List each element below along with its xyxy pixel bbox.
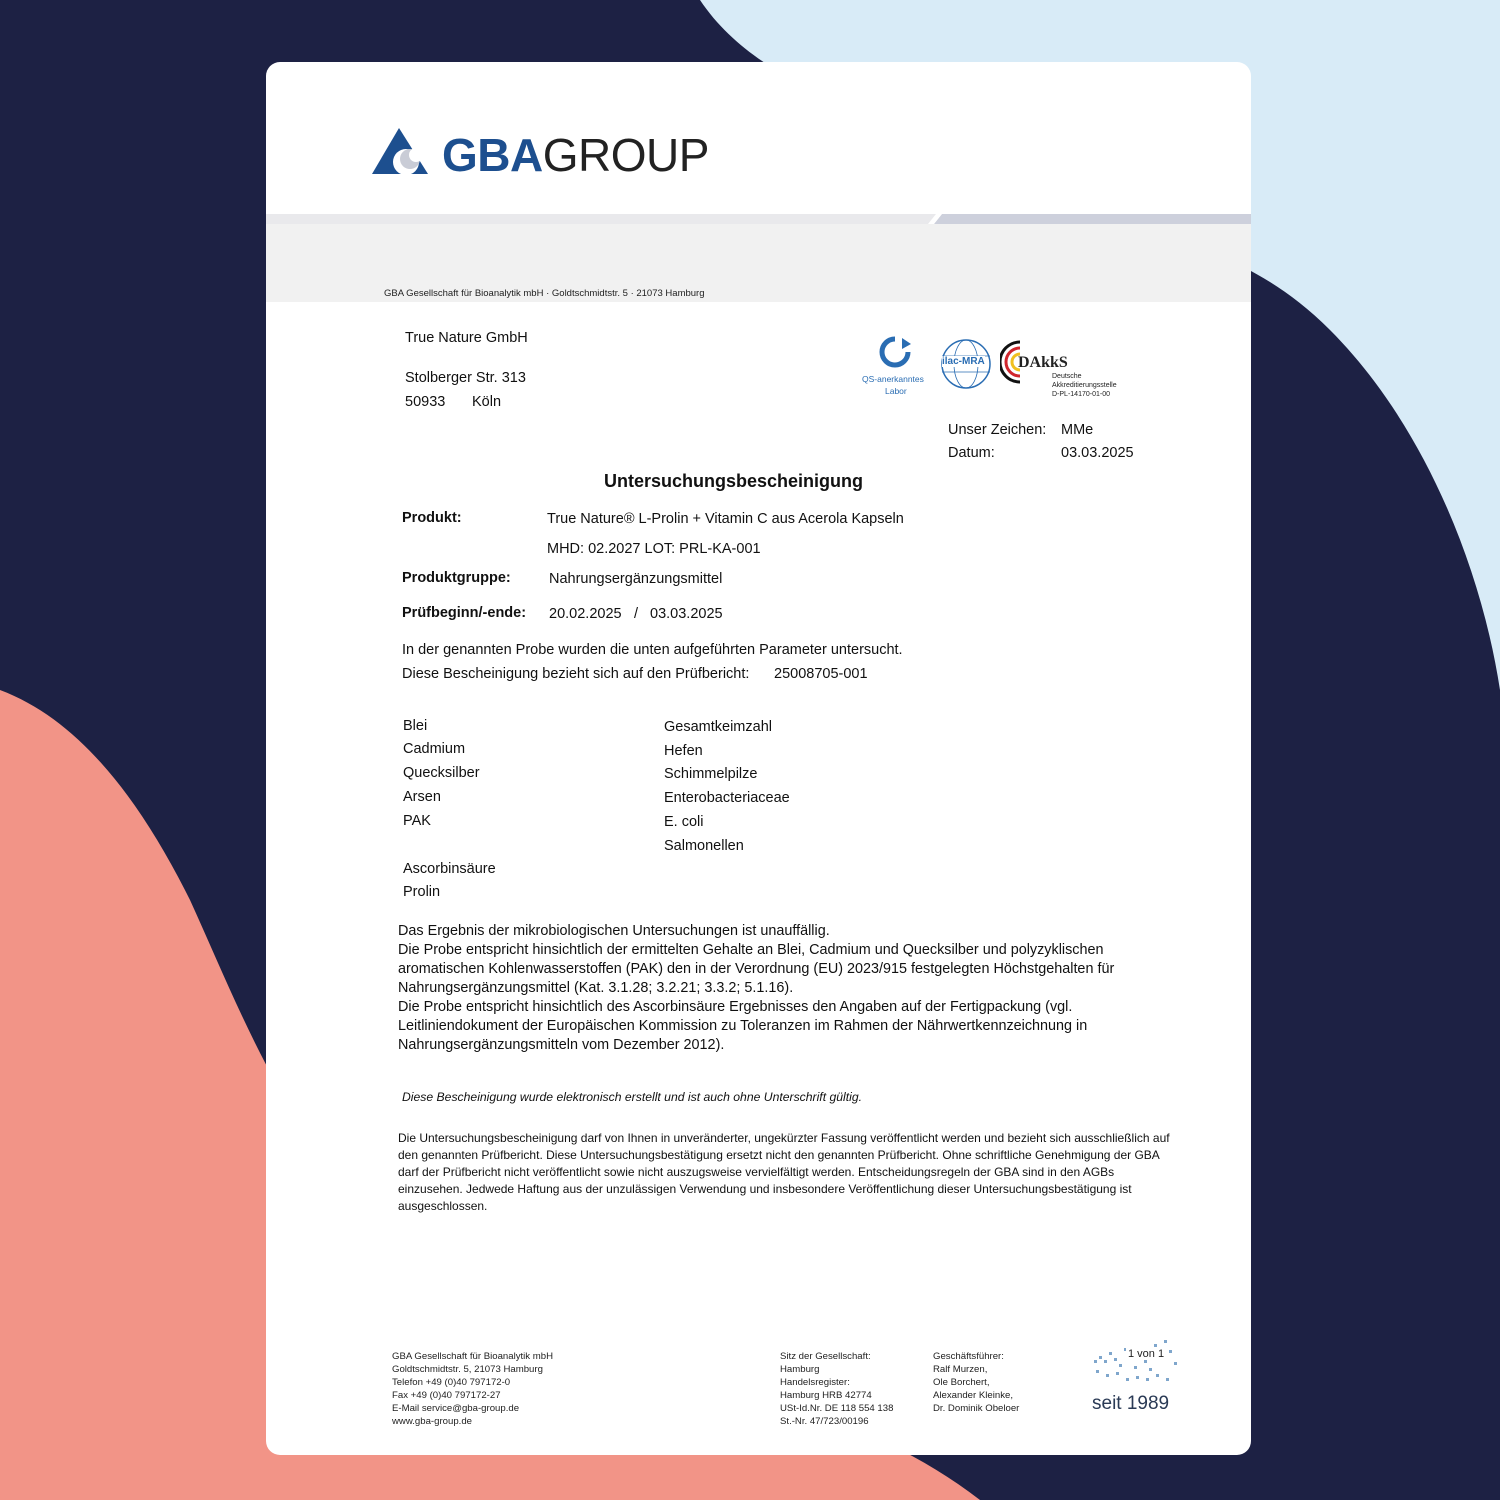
recipient-street: Stolberger Str. 313 (405, 370, 526, 386)
intro-line: In der genannten Probe wurden die unten aufgeführten Parameter untersucht. (402, 642, 903, 658)
result-paragraph: Das Ergebnis der mikrobiologischen Untersuchungen ist unauffällig. (398, 923, 830, 939)
parameter-item: E. coli (664, 814, 704, 830)
qs-label-2: Labor (885, 386, 907, 396)
page-title: Untersuchungsbescheinigung (604, 471, 864, 491)
recipient-zip: 50933 (405, 394, 446, 410)
footer-line: Dr. Dominik Obeloer (933, 1403, 1020, 1414)
result-paragraph: Die Probe entspricht hinsichtlich des Ascorbinsäure Ergebnisses den Angaben auf der Fertigpackung (vgl. Leitliniendokument der Europäischen Kommission zu Toleranzen im Rahmen der Nährwertkennzeichnung in Nahrungsergänzungsmitteln vom Dezember 2012). (398, 999, 1088, 1053)
product-batch: MHD: 02.2027 LOT: PRL-KA-001 (547, 541, 761, 557)
dakks-line2: Akkreditierungsstelle (1052, 382, 1117, 389)
logo-bold: GBA (442, 129, 543, 181)
gba-logo-icon (372, 124, 434, 176)
parameter-item: Salmonellen (664, 838, 744, 854)
parameter-item: Enterobacteriaceae (664, 790, 790, 806)
dakks-name: DAkkS (1018, 354, 1068, 371)
parameter-item: Arsen (403, 789, 441, 805)
results-text (398, 922, 1188, 1055)
qs-label-1: QS-anerkanntes (862, 374, 924, 384)
footer-line: St.-Nr. 47/723/00196 (780, 1416, 869, 1427)
product-name: True Nature® L-Prolin + Vitamin C aus Acerola Kapseln (547, 511, 904, 527)
footer-line: Hamburg HRB 42774 (780, 1390, 872, 1401)
footer-line: GBA Gesellschaft für Bioanalytik mbH (392, 1351, 554, 1362)
footer-line: E-Mail service@gba-group.de (392, 1403, 520, 1414)
qs-recycle-icon (878, 336, 912, 368)
footer-line: Handelsregister: (780, 1377, 850, 1388)
since-year: seit 1989 (1092, 1393, 1170, 1414)
logo-light: GROUP (542, 129, 709, 181)
dakks-id: D-PL-14170-01-00 (1052, 391, 1110, 398)
test-start: 20.02.2025 (549, 606, 622, 622)
reference-value: MMe (1061, 422, 1094, 438)
footer-company (392, 1350, 553, 1428)
reference-label: Unser Zeichen: (948, 422, 1047, 438)
electronic-note: Diese Bescheinigung wurde elektronisch erstellt und ist auch ohne Unterschrift gültig. (402, 1090, 862, 1104)
parameter-item: PAK (403, 813, 431, 829)
footer-line: Goldtschmidtstr. 5, 21073 Hamburg (392, 1364, 543, 1375)
date-value: 03.03.2025 (1061, 445, 1134, 461)
footer-line: Fax +49 (0)40 797172-27 (392, 1390, 501, 1401)
footer-line: www.gba-group.de (392, 1416, 472, 1427)
parameter-item: Schimmelpilze (664, 766, 758, 782)
result-paragraph: Die Probe entspricht hinsichtlich der ermittelten Gehalte an Blei, Cadmium und Quecksilber und polyzyklischen aromatischen Kohlenwasserstoffen (PAK) den in der Verordnung (EU) 2023/915 festgelegten Höchstgehalten für Nahrungsergänzungsmittel (Kat. 3.1.28; 3.2.21; 3.3.2; 5.1.16). (398, 942, 1115, 996)
recipient-company: True Nature GmbH (405, 330, 528, 346)
test-separator: / (634, 606, 639, 622)
footer-line: Ralf Murzen, (933, 1364, 988, 1375)
parameter-item: Cadmium (403, 741, 466, 757)
footer-line: Sitz der Gesellschaft: (780, 1351, 871, 1362)
report-number: 25008705-001 (774, 666, 868, 682)
page-number: 1 von 1 (1128, 1348, 1165, 1360)
parameter-item: Blei (403, 718, 428, 734)
footer-seat (780, 1350, 893, 1428)
parameter-item: Ascorbinsäure (403, 861, 496, 877)
test-end: 03.03.2025 (650, 606, 723, 622)
parameter-item: Gesamtkeimzahl (664, 719, 772, 735)
disclaimer: Die Untersuchungsbescheinigung darf von Ihnen in unveränderter, ungekürzter Fassung veröffentlicht werden und bezieht sich ausschließlich auf den genannten Prüfbericht. Diese Untersuchungsbestätigung ersetzt nicht den genannten Prüfbericht. Ohne schriftliche Genehmigung der GBA darf der Prüfbericht nicht veröffentlicht sowie nicht auszugsweise vervielfältigt werden. Entscheidungsregeln der GBA sind in den AGBs einzusehen. Jedwede Haftung aus der unzulässigen Verwendung und insbesondere Veröffentlichung dieser Untersuchungsbestätigung ist ausgeschlossen. (398, 1131, 1170, 1213)
footer-line: Ole Borchert, (933, 1377, 990, 1388)
parameter-item: Prolin (403, 884, 441, 900)
date-label: Datum: (948, 445, 995, 461)
product-group-value: Nahrungsergänzungsmittel (549, 571, 723, 587)
parameter-item: Quecksilber (403, 765, 480, 781)
footer-line: Geschäftsführer: (933, 1351, 1004, 1362)
test-period-label: Prüfbeginn/-ende: (402, 605, 527, 621)
header-accent-stripe (266, 214, 1251, 226)
sender-line: GBA Gesellschaft für Bioanalytik mbH · Goldtschmidtstr. 5 · 21073 Hamburg (384, 288, 705, 299)
footer-management (933, 1350, 1019, 1415)
ilac-label: ilac-MRA (942, 356, 985, 367)
footer-line: Hamburg (780, 1364, 820, 1375)
certificate-page (266, 62, 1251, 1455)
product-group-label: Produktgruppe: (402, 570, 511, 586)
footer-line: Alexander Kleinke, (933, 1390, 1013, 1401)
recipient-city: Köln (472, 394, 502, 410)
company-logo-text (442, 128, 709, 182)
dakks-line1: Deutsche (1052, 373, 1082, 380)
product-label: Produkt: (402, 510, 462, 526)
footer-line: Telefon +49 (0)40 797172-0 (392, 1377, 511, 1388)
report-reference-label: Diese Bescheinigung bezieht sich auf den Prüfbericht: (402, 666, 750, 682)
dot-pattern-icon (1092, 1338, 1180, 1388)
footer-line: USt-Id.Nr. DE 118 554 138 (780, 1403, 894, 1414)
parameter-item: Hefen (664, 743, 703, 759)
